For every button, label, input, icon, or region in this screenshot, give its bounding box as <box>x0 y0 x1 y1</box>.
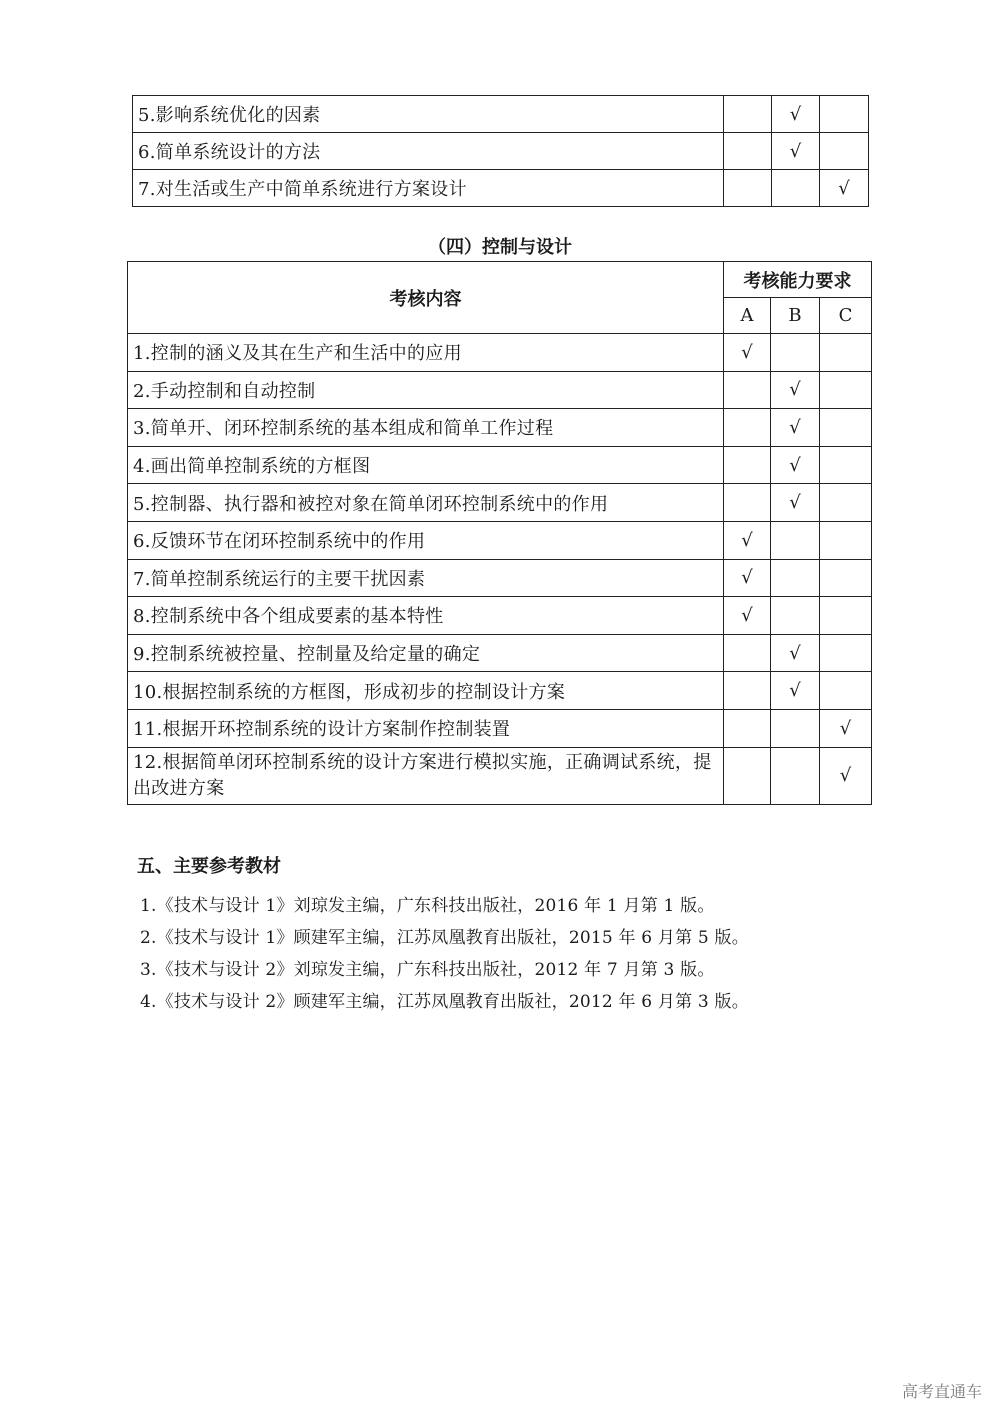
level-b-cell: √ <box>771 409 820 447</box>
table-row <box>128 709 872 747</box>
level-a-header: A <box>724 298 771 334</box>
level-a-cell <box>724 371 771 409</box>
watermark: 高考直通车 <box>901 1382 982 1401</box>
row-content: 3.简单开、闭环控制系统的基本组成和简单工作过程 <box>128 409 724 447</box>
table-row <box>128 559 872 597</box>
level-c-cell <box>820 96 869 133</box>
row-content: 5.控制器、执行器和被控对象在简单闭环控制系统中的作用 <box>128 484 724 522</box>
table-row <box>133 96 869 133</box>
table-row <box>128 484 872 522</box>
table-row <box>128 597 872 635</box>
level-a-cell <box>724 446 771 484</box>
level-c-cell <box>820 133 869 170</box>
level-a-cell <box>724 672 771 710</box>
level-b-cell <box>771 597 820 635</box>
level-b-cell: √ <box>771 371 820 409</box>
reference-item: 1.《技术与设计 1》刘琼发主编，广东科技出版社，2016 年 1 月第 1 版。 <box>140 896 715 916</box>
level-c-cell <box>820 672 872 710</box>
row-content: 1.控制的涵义及其在生产和生活中的应用 <box>128 334 724 372</box>
level-c-cell <box>820 371 872 409</box>
level-c-cell: √ <box>820 709 872 747</box>
ability-column-header: 考核能力要求 <box>724 262 872 298</box>
row-content: 11.根据开环控制系统的设计方案制作控制装置 <box>128 709 724 747</box>
level-c-cell <box>820 521 872 559</box>
level-c-cell <box>820 334 872 372</box>
table-row <box>128 446 872 484</box>
level-c-cell <box>820 597 872 635</box>
row-content: 6.简单系统设计的方法 <box>133 133 724 170</box>
section-title: （四）控制与设计 <box>428 237 572 258</box>
level-a-cell <box>724 133 772 170</box>
level-a-cell <box>724 409 771 447</box>
row-content: 8.控制系统中各个组成要素的基本特性 <box>128 597 724 635</box>
table-header-row <box>128 262 872 298</box>
table-row <box>133 133 869 170</box>
level-c-cell <box>820 484 872 522</box>
row-content: 12.根据简单闭环控制系统的设计方案进行模拟实施，正确调试系统，提出改进方案 <box>128 747 724 804</box>
references-title: 五、主要参考教材 <box>137 856 281 877</box>
level-b-cell <box>772 170 820 207</box>
reference-item: 2.《技术与设计 1》顾建军主编，江苏凤凰教育出版社，2015 年 6 月第 5 版。 <box>140 928 749 948</box>
table-row <box>128 634 872 672</box>
level-a-cell: √ <box>724 521 771 559</box>
level-a-cell <box>724 484 771 522</box>
reference-item: 4.《技术与设计 2》顾建军主编，江苏凤凰教育出版社，2012 年 6 月第 3 版。 <box>140 992 749 1012</box>
level-b-cell <box>771 559 820 597</box>
references-list <box>140 890 749 1018</box>
level-b-cell: √ <box>771 484 820 522</box>
row-content: 5.影响系统优化的因素 <box>133 96 724 133</box>
level-b-cell: √ <box>772 133 820 170</box>
table-row <box>133 170 869 207</box>
level-c-cell: √ <box>820 747 872 804</box>
control-design-table <box>127 261 872 805</box>
level-a-cell <box>724 747 771 804</box>
level-b-cell <box>771 334 820 372</box>
level-c-cell <box>820 634 872 672</box>
row-content: 4.画出简单控制系统的方框图 <box>128 446 724 484</box>
row-content: 7.对生活或生产中简单系统进行方案设计 <box>133 170 724 207</box>
level-a-cell: √ <box>724 559 771 597</box>
level-a-cell <box>724 96 772 133</box>
table-row <box>128 371 872 409</box>
level-c-cell <box>820 409 872 447</box>
table-row <box>128 672 872 710</box>
row-content: 9.控制系统被控量、控制量及给定量的确定 <box>128 634 724 672</box>
level-b-cell: √ <box>771 446 820 484</box>
level-b-cell <box>771 709 820 747</box>
row-content: 6.反馈环节在闭环控制系统中的作用 <box>128 521 724 559</box>
level-a-cell: √ <box>724 597 771 635</box>
table-body <box>128 334 872 805</box>
row-content: 7.简单控制系统运行的主要干扰因素 <box>128 559 724 597</box>
level-c-cell: √ <box>820 170 869 207</box>
row-content: 10.根据控制系统的方框图，形成初步的控制设计方案 <box>128 672 724 710</box>
level-b-header: B <box>771 298 820 334</box>
row-content: 2.手动控制和自动控制 <box>128 371 724 409</box>
table-row <box>128 521 872 559</box>
content-column-header: 考核内容 <box>128 262 724 334</box>
table-row <box>128 409 872 447</box>
level-c-cell <box>820 446 872 484</box>
level-b-cell: √ <box>771 672 820 710</box>
level-a-cell <box>724 170 772 207</box>
reference-item: 3.《技术与设计 2》刘琼发主编，广东科技出版社，2012 年 7 月第 3 版。 <box>140 960 715 980</box>
level-a-cell <box>724 634 771 672</box>
table-row <box>128 747 872 804</box>
level-b-cell: √ <box>772 96 820 133</box>
system-design-table-continued <box>132 95 869 207</box>
table-row <box>128 334 872 372</box>
level-c-cell <box>820 559 872 597</box>
level-a-cell: √ <box>724 334 771 372</box>
level-b-cell <box>771 521 820 559</box>
level-b-cell <box>771 747 820 804</box>
level-c-header: C <box>820 298 872 334</box>
level-b-cell: √ <box>771 634 820 672</box>
level-a-cell <box>724 709 771 747</box>
